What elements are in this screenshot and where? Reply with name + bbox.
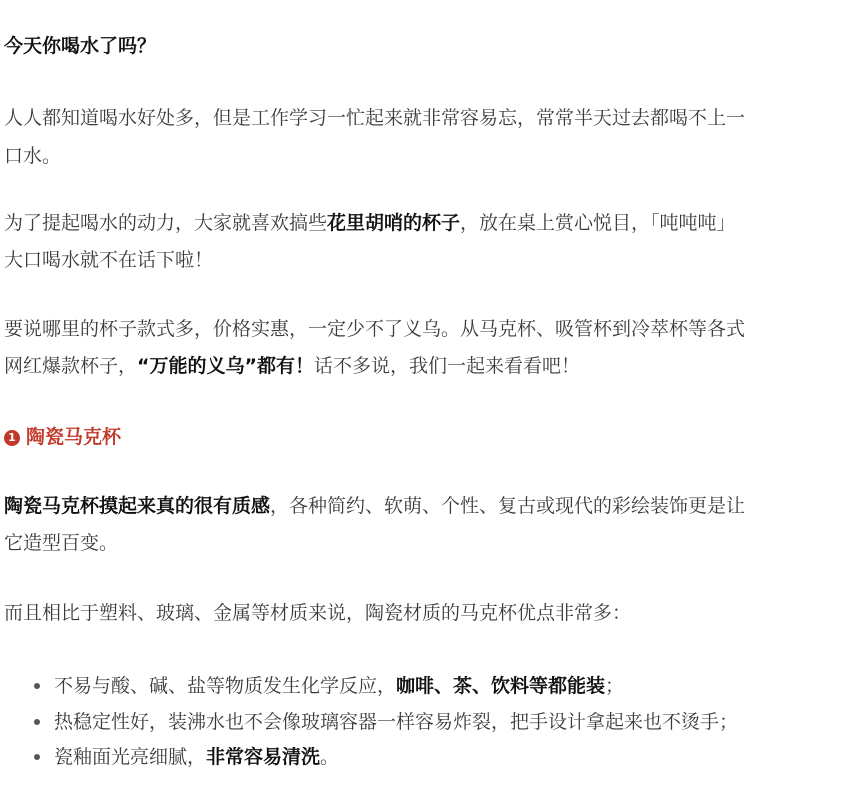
article-title: 今天你喝水了吗？ (4, 35, 157, 57)
list-item-bold: 非常容易清洗 (206, 746, 321, 768)
list-item-text: 热稳定性好，装沸水也不会像玻璃容器一样容易炸裂，把手设计拿起来也不烫手； (54, 711, 739, 733)
bullet-dot (34, 683, 40, 689)
paragraph-2-text-a: 为了提起喝水的动力，大家就喜欢搞些 (4, 212, 328, 234)
section-heading-text: 陶瓷马克杯 (26, 426, 122, 448)
bullet-dot (34, 754, 40, 760)
list-item-end: 。 (320, 746, 340, 768)
paragraph-2-line-1 (4, 211, 736, 235)
paragraph-5: 而且相比于塑料、玻璃、金属等材质来说，陶瓷材质的马克杯优点非常多： (4, 602, 632, 624)
paragraph-1-line-1: 人人都知道喝水好处多，但是工作学习一忙起来就非常容易忘，常常半天过去都喝不上一 (4, 107, 746, 129)
paragraph-3-text-c: 话不多说，我们一起来看看吧！ (314, 355, 581, 377)
paragraph-4-bold: 陶瓷马克杯摸起来真的很有质感 (4, 495, 271, 517)
list-item (34, 745, 339, 769)
paragraph-4-line-2: 它造型百变。 (4, 532, 119, 554)
section-number-badge: 1 (4, 430, 20, 446)
list-item (34, 710, 738, 734)
paragraph-3-line-1: 要说哪里的杯子款式多，价格实惠，一定少不了义乌。从马克杯、吸管杯到冷萃杯等各式 (4, 318, 746, 340)
paragraph-1-line-2: 口水。 (4, 145, 62, 167)
paragraph-3-bold: “万能的义乌”都有！ (137, 355, 314, 377)
paragraph-2-bold: 花里胡哨的杯子 (327, 212, 461, 234)
section-heading (4, 425, 121, 449)
list-item-end: ； (605, 675, 625, 697)
list-item-text: 瓷釉面光亮细腻， (54, 746, 207, 768)
list-item-text: 不易与酸、碱、盐等物质发生化学反应， (54, 675, 397, 697)
paragraph-4-text: ，各种简约、软萌、个性、复古或现代的彩绘装饰更是让 (270, 495, 746, 517)
paragraph-4-line-1 (4, 494, 745, 518)
bullet-dot (34, 719, 40, 725)
list-item-bold: 咖啡、茶、饮料等都能装 (396, 675, 606, 697)
list-item (34, 674, 624, 698)
paragraph-2-text-c: ，放在桌上赏心悦目，「吨吨吨」 (460, 212, 736, 234)
paragraph-3-text-a: 网红爆款杯子， (4, 355, 138, 377)
paragraph-2-line-2: 大口喝水就不在话下啦！ (4, 249, 214, 271)
paragraph-3-line-2 (4, 354, 580, 378)
